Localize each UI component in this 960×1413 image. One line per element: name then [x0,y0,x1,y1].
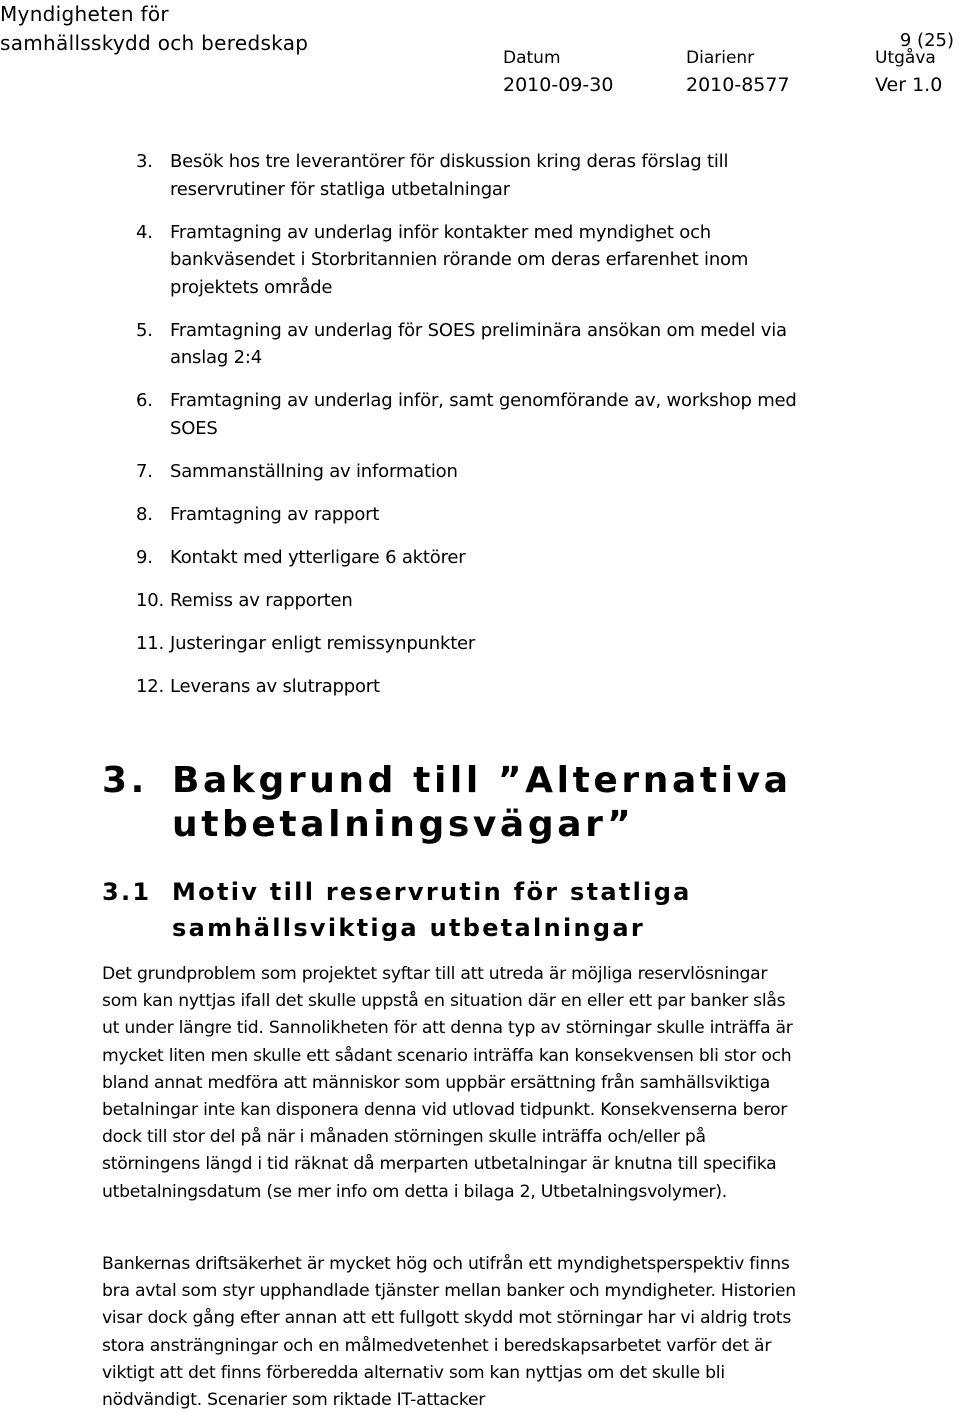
list-item-text: Framtagning av underlag inför, samt genomförande av, workshop med SOES [170,390,797,439]
utgava-value: Ver 1.0 [875,74,943,96]
body-paragraph: Bankernas driftsäkerhet är mycket hög och utifrån ett myndighetsperspektiv finns bra avtal som styr upphandlade tjänster mellan banker och myndigheter. Historien visar dock gång efter annan att ett fullgott skydd mot störningar har vi aldrig trots stora ansträngningar och en målmedvetenhet i beredskapsarbetet varför det är viktigt att det finns förberedda alternativ som kan nyttjas om det skulle bli nödvändigt. Scenarier som riktade IT-attacker [102,1254,796,1411]
list-item [136,148,836,203]
meta-diarienr [686,45,790,99]
list-item [136,219,836,302]
list-item [136,458,836,486]
body-paragraph: Det grundproblem som projektet syftar till att utreda är möjliga reservlösningar som kan nyttjas ifall det skulle uppstå en situation där en eller ett par banker slås ut under längre tid. Sannolikheten för att denna typ av störningar skulle inträffa är mycket liten men skulle ett sådant scenario inträffa kan konsekvensen bli stor och bland annat medföra att människor som uppbär ersättning från samhällsviktiga betalningar inte kan disponera denna vid utlovad tidpunkt. Konsekvenserna beror dock till stor del på när i månaden störningen skulle inträffa och/eller på störningens längd i tid räknat då merparten utbetalningar är knutna till specifika utbetalningsdatum (se mer info om detta i bilaga 2, Utbetalningsvolymer). [102,964,793,1202]
steps-list [136,148,836,716]
list-item-number: 3. [136,151,153,172]
datum-label: Datum [503,48,561,68]
meta-utgava [875,45,942,99]
list-item-text: Remiss av rapporten [170,589,353,611]
list-item-text: Justeringar enligt remissynpunkter [170,632,476,654]
subsection-number: 3.1 [102,878,152,906]
list-item-number: 9. [136,546,153,568]
list-item [136,630,836,658]
subsection-heading [102,874,862,946]
diarienr-value: 2010-8577 [686,74,790,96]
org-line-2: samhällsskydd och beredskap [0,31,309,55]
utgava-label: Utgåva [875,48,936,68]
list-item-text: Sammanställning av information [170,460,458,482]
subsection-title-line-1: Motiv till reservrutin för statliga [172,878,692,906]
list-item-number: 7. [136,460,153,482]
list-item [136,544,836,572]
list-item-number: 5. [136,319,153,341]
section-title-line-2: utbetalningsvägar” [172,804,635,845]
section-number: 3. [102,760,148,801]
list-item [136,587,836,615]
list-item-text: Framtagning av rapport [170,503,380,525]
list-item-number: 11. [136,632,165,654]
list-item-number: 12. [136,675,165,697]
list-item-text: Framtagning av underlag inför kontakter med myndighet och bankväsendet i Storbritannien rörande om deras erfarenhet inom projektets område [170,221,749,298]
list-item [136,387,836,442]
diarienr-label: Diarienr [686,48,755,68]
list-item-number: 8. [136,503,153,525]
subsection-title-line-2: samhällsviktiga utbetalningar [172,914,645,942]
list-item [136,317,836,372]
org-line-1: Myndigheten för [0,2,169,26]
meta-datum [503,45,613,99]
section-title-line-1: Bakgrund till ”Alternativa [172,760,792,801]
list-item-text: Besök hos tre leverantörer för diskussion kring deras förslag till reservrutiner för statliga utbetalningar [170,151,729,200]
datum-value: 2010-09-30 [503,74,614,96]
list-item-text: Leverans av slutrapport [170,675,380,697]
list-item-text: Framtagning av underlag för SOES preliminära ansökan om medel via anslag 2:4 [170,319,787,368]
organization-name [0,0,308,58]
page-number: 9 (25) [899,30,954,51]
list-item-number: 4. [136,221,153,243]
section-heading [102,759,862,847]
list-item [136,501,836,529]
list-item [136,673,836,701]
list-item-text: Kontakt med ytterligare 6 aktörer [170,546,466,568]
list-item-number: 6. [136,390,153,411]
list-item-number: 10. [136,589,165,611]
